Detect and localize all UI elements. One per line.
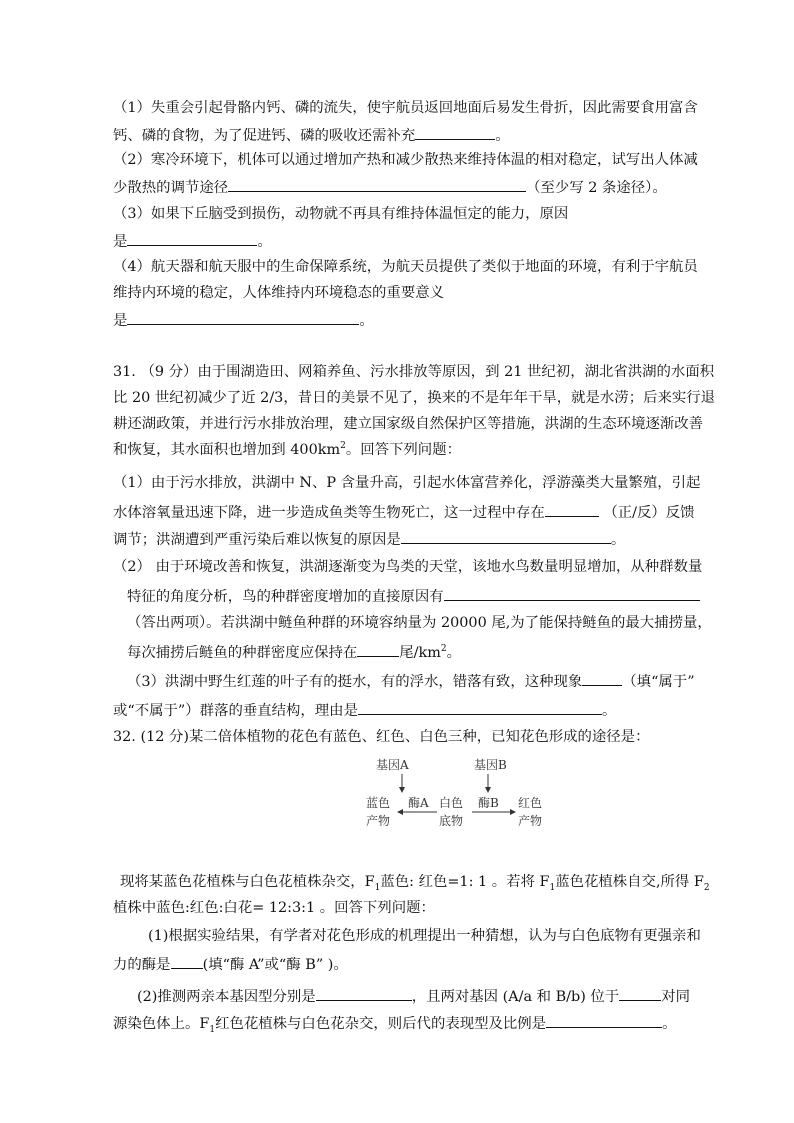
q31-part3-line1: （3）洪湖中野生红莲的叶子有的挺水，有的浮水，错落有致，这种现象 （填“属于” <box>127 670 695 692</box>
q30-part1-line2: 钙、磷的食物，为了促进钙、磷的吸收还需补充 。 <box>113 124 510 146</box>
q32-part2-line1: (2)推测两亲本基因型分别是 ，且两对基因 (A/a 和 B/b) 位于 对同 <box>137 985 690 1007</box>
q31-part1-line1: （1）由于污水排放，洪湖中 N、P 含量升高，引起水体富营养化，浮游藻类大量繁殖，引起 <box>113 475 701 491</box>
answer-blank[interactable] <box>582 670 622 686</box>
q32-part1-line1: (1)根据实验结果，有学者对花色形成的机理提出一种猜想，认为与白色底物有更强亲和 <box>148 928 701 944</box>
q30-part4-line1: （4）航天器和航天服中的生命保障系统，为航天员提供了类似于地面的环境，有利于宇航员 <box>113 259 698 275</box>
answer-blank[interactable] <box>127 309 359 325</box>
gene-b-label: 基因B <box>474 758 507 772</box>
answer-blank[interactable] <box>228 176 526 192</box>
q31-line1: 31. （9 分）由于围湖造田、网箱养鱼、污水排放等原因，到 21 世纪初，湖北省洪湖的水面积 <box>113 364 715 380</box>
answer-blank[interactable] <box>358 699 602 715</box>
blue-product-label-2: 产物 <box>366 814 391 828</box>
answer-blank[interactable] <box>357 641 399 657</box>
enzyme-a-label: 酶A <box>408 796 429 810</box>
answer-blank[interactable] <box>316 985 412 1001</box>
q30-part4-line3: 是 。 <box>113 309 374 331</box>
q30-part2-line1: （2）寒冷环境下，机体可以通过增加产热和减少散热来维持体温的相对稳定，试写出人体减 <box>113 152 698 168</box>
q31-line3: 耕还湖政策，并进行污水排放治理，建立国家级自然保护区等措施，洪湖的生态环境逐渐改善 <box>113 416 704 432</box>
q31-part2-line1: （2） 由于环境改善和恢复，洪湖逐渐变为鸟类的天堂，该地水鸟数量明显增加，从种群数量 <box>113 559 703 575</box>
answer-blank[interactable] <box>171 953 203 969</box>
q31-line4: 和恢复，其水面积也增加到 $400km^2$。回答下列问题： <box>113 441 461 458</box>
answer-blank[interactable] <box>545 501 599 517</box>
q31-part2-line3: （答出两项）。若洪湖中鲢鱼种群的环境容纳量为 20000 尾,为了能保持鲢鱼的最大捕捞量， <box>127 615 712 631</box>
q30-part1-line1: （1）失重会引起骨骼内钙、磷的流失，使宇航员返回地面后易发生骨折，因此需要食用富含 <box>113 100 698 116</box>
answer-blank[interactable] <box>444 585 700 601</box>
q31-line2: 比 20 世纪初减少了近 2/3，昔日的美景不见了，换来的不是年年干旱，就是水涝；后来实行退 <box>113 390 716 406</box>
answer-blank[interactable] <box>415 124 495 140</box>
q32-part2-line2: 源染色体上。$F_1$红色花植株与白色花杂交，则后代的表现型及比例是 。 <box>113 1012 676 1034</box>
red-product-label-2: 产物 <box>518 814 543 828</box>
white-substrate-label-1: 白色 <box>439 796 464 810</box>
q30-part4-line2: 维持内环境的稳定，人体维持内环境稳态的重要意义 <box>113 285 444 301</box>
q31-part1-line2: 水体溶氧量迅速下降，进一步造成鱼类等生物死亡，这一过程中存在 （正/反）反馈 <box>113 501 695 523</box>
red-product-label-1: 红色 <box>518 796 543 810</box>
q32-part1-line2: 力的酶是 (填“酶 A”或“酶 B” )。 <box>113 953 348 975</box>
q32-intro-line2: 植株中蓝色:红色:白花= 12:3:1 。回答下列问题： <box>113 900 435 916</box>
answer-blank[interactable] <box>619 985 661 1001</box>
gene-a-label: 基因A <box>376 758 409 772</box>
blue-product-label-1: 蓝色 <box>366 796 391 810</box>
flower-color-pathway-diagram <box>352 756 562 832</box>
answer-blank[interactable] <box>127 230 257 246</box>
answer-blank[interactable] <box>401 528 611 544</box>
q31-part2-line4: 每次捕捞后鲢鱼的种群密度应保持在 尾$/km^2$。 <box>127 641 461 663</box>
q30-part2-line2: 少散热的调节途径 （至少写 2 条途径）。 <box>113 176 667 198</box>
q30-part3-line1: （3）如果下丘脑受到损伤，动物就不再具有维持体温恒定的能力，原因 <box>113 206 569 222</box>
q32-intro-line1: 现将某蓝色花植株与白色花植株杂交，$F_1$蓝色: 红色=1: 1 。若将 $F_1$蓝色花植株自交,所得 $F_2$ <box>120 874 710 893</box>
q31-part3-line2: 或“不属于”）群落的垂直结构，理由是 。 <box>113 699 616 721</box>
q30-part3-line2: 是 。 <box>113 230 272 252</box>
q31-part1-line3: 调节；洪湖遭到严重污染后难以恢复的原因是 。 <box>113 528 625 550</box>
q31-part2-line2: 特征的角度分析，鸟的种群密度增加的直接原因有 <box>127 585 700 607</box>
q32-line1: 32. (12 分)某二倍体植物的花色有蓝色、红色、白色三种，已知花色形成的途径是： <box>113 729 650 745</box>
answer-blank[interactable] <box>546 1012 662 1028</box>
white-substrate-label-2: 底物 <box>439 814 464 828</box>
enzyme-b-label: 酶B <box>478 796 499 810</box>
